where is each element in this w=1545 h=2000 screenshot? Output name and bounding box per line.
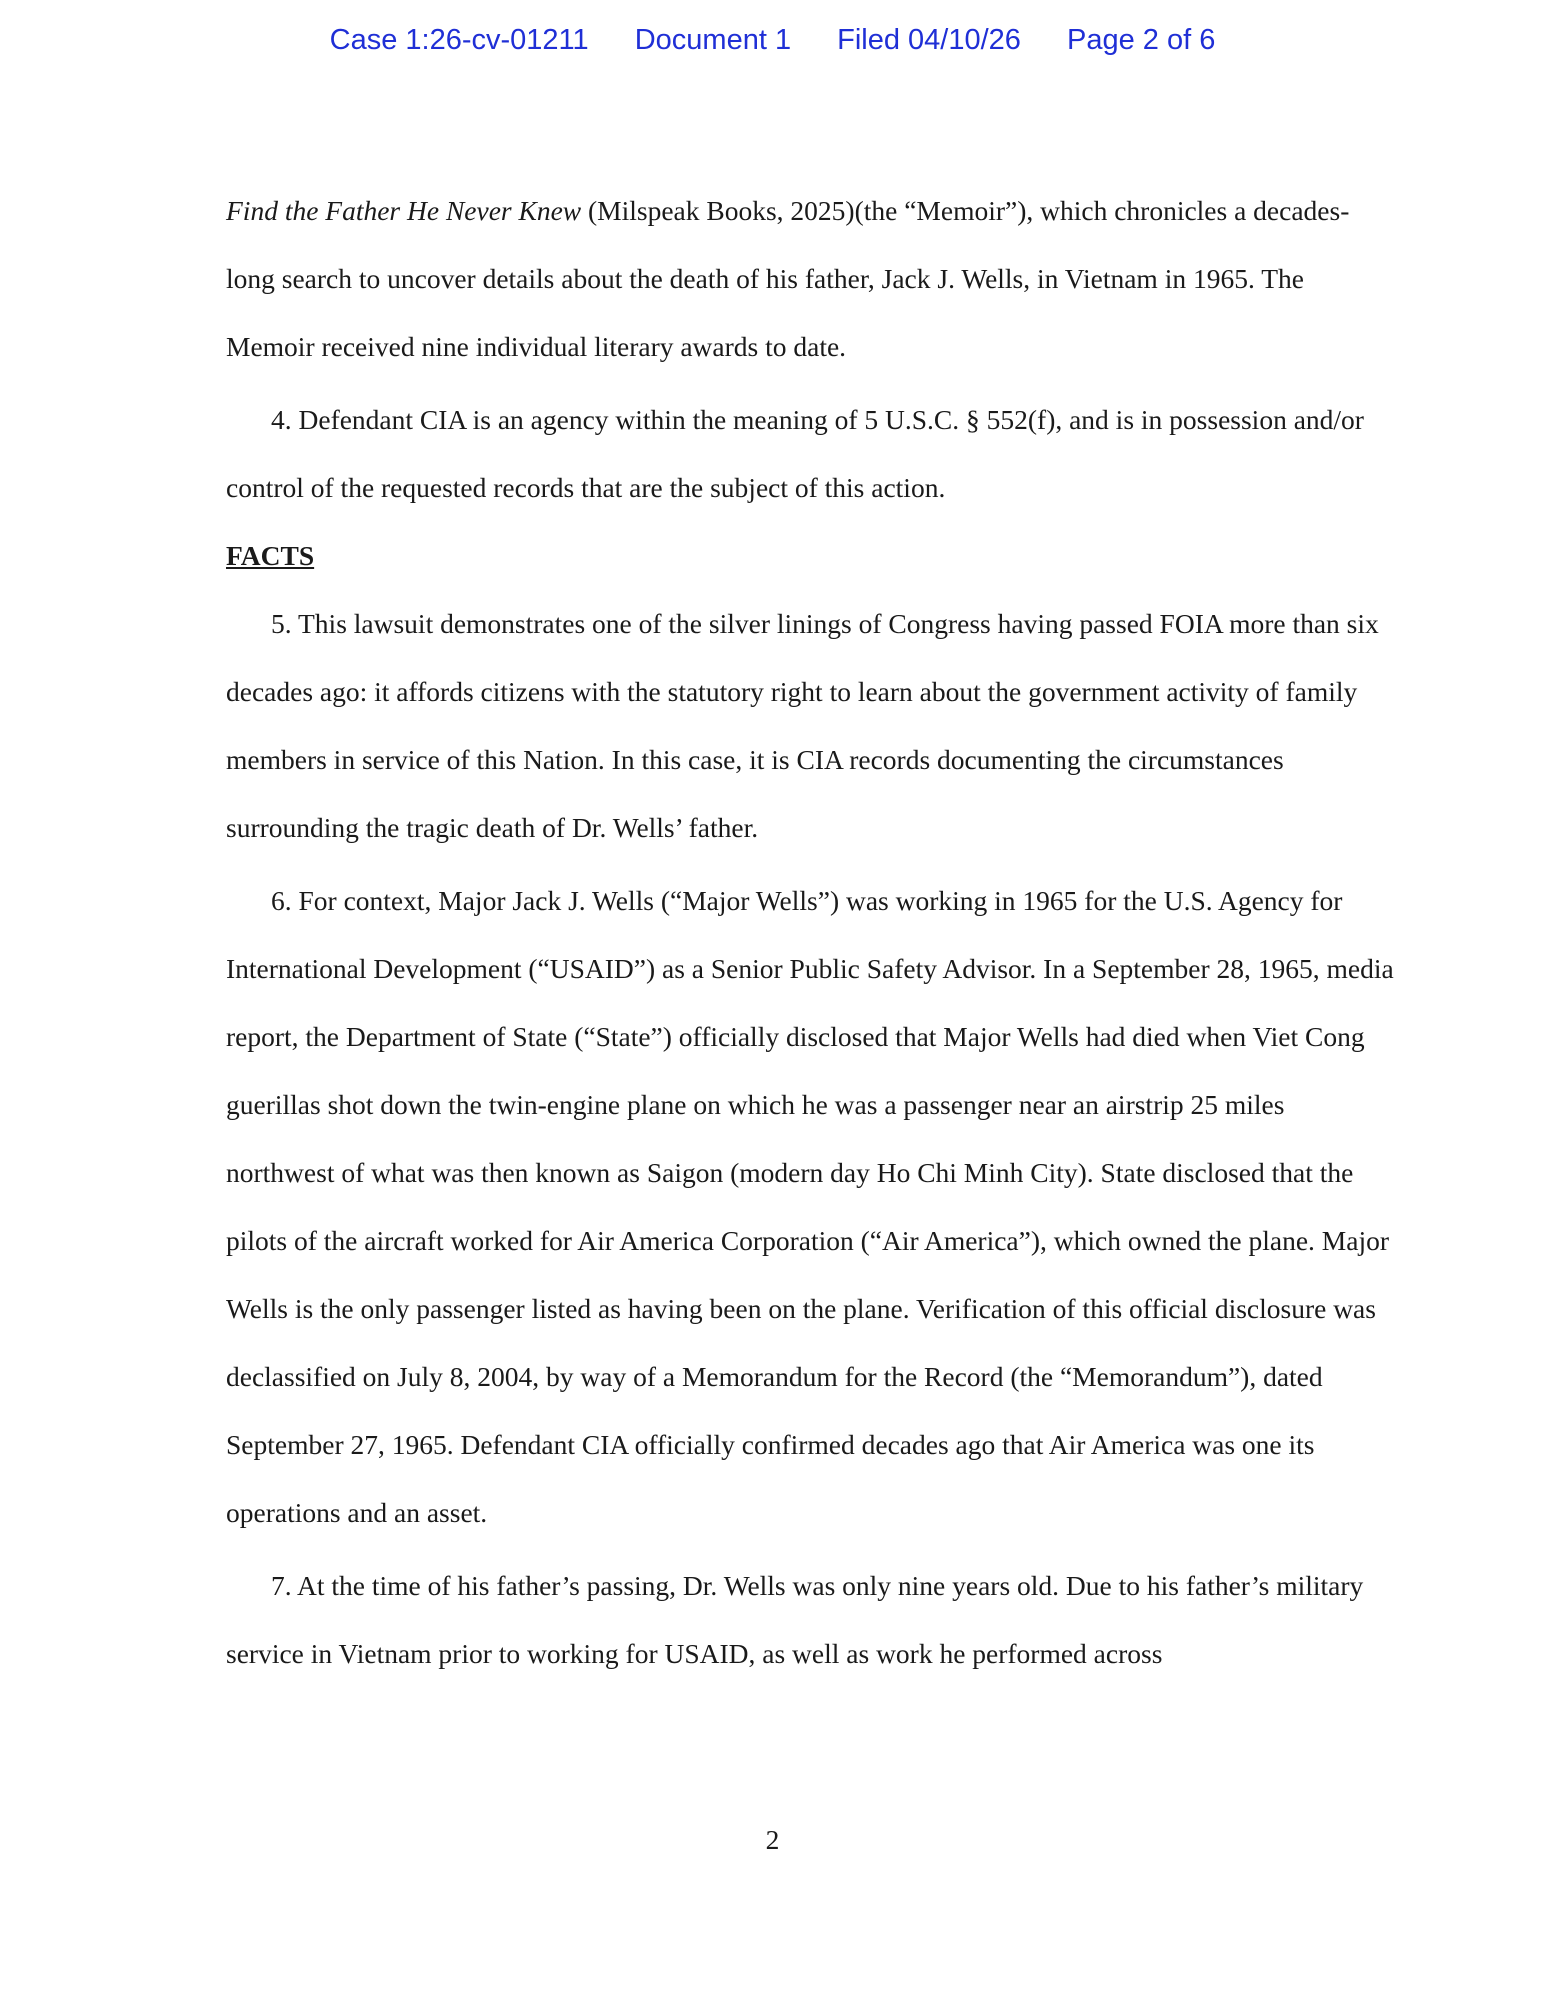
filed-date: Filed 04/10/26 [837, 24, 1021, 56]
paragraph-6: 6. For context, Major Jack J. Wells (“Major Wells”) was working in 1965 for the U.S. Agency for International Development (“USAID”) as a Senior Public Safety Advisor. In a September 28, 1965, media report, the Department of State (“State”) officially disclosed that Major Wells had died when Viet Cong guerillas shot down the twin-engine plane on which he was a passenger near an airstrip 25 miles northwest of what was then known as Saigon (modern day Ho Chi Minh City). State disclosed that the pilots of the aircraft worked for Air America Corporation (“Air America”), which owned the plane. Major Wells is the only passenger listed as having been on the plane. Verification of this official disclosure was declassified on July 8, 2004, by way of a Memorandum for the Record (the “Memorandum”), dated September 27, 1965. Defendant CIA officially confirmed decades ago that Air America was one its operations and an asset. [226, 885, 1394, 1528]
paragraph-continuation [226, 177, 1398, 381]
case-number: Case 1:26-cv-01211 [329, 24, 589, 56]
page-indicator: Page 2 of 6 [1067, 24, 1216, 56]
page-number: 2 [765, 1824, 780, 1855]
document-number: Document 1 [634, 24, 792, 56]
section-heading-facts: FACTS [226, 540, 315, 571]
paragraph-5: 5. This lawsuit demonstrates one of the silver linings of Congress having passed FOIA more than six decades ago: it affords citizens with the statutory right to learn about the government activity of family members in service of this Nation. In this case, it is CIA records documenting the circumstances surrounding the tragic death of Dr. Wells’ father. [226, 608, 1379, 843]
paragraph-4: 4. Defendant CIA is an agency within the meaning of 5 U.S.C. § 552(f), and is in possession and/or control of the requested records that are the subject of this action. [226, 404, 1364, 503]
ecf-header [0, 24, 1545, 57]
paragraph-7: 7. At the time of his father’s passing, Dr. Wells was only nine years old. Due to his father’s military service in Vietnam prior to working for USAID, as well as work he performed across [226, 1570, 1364, 1669]
document-body [226, 177, 1398, 1688]
paragraph-continuation-text: (Milspeak Books, 2025)(the “Memoir”), which chronicles a decades-long search to uncover details about the death of his father, Jack J. Wells, in Vietnam in 1965. The Memoir received nine individual literary awards to date. [226, 195, 1350, 362]
memoir-title: Find the Father He Never Knew [226, 195, 582, 226]
